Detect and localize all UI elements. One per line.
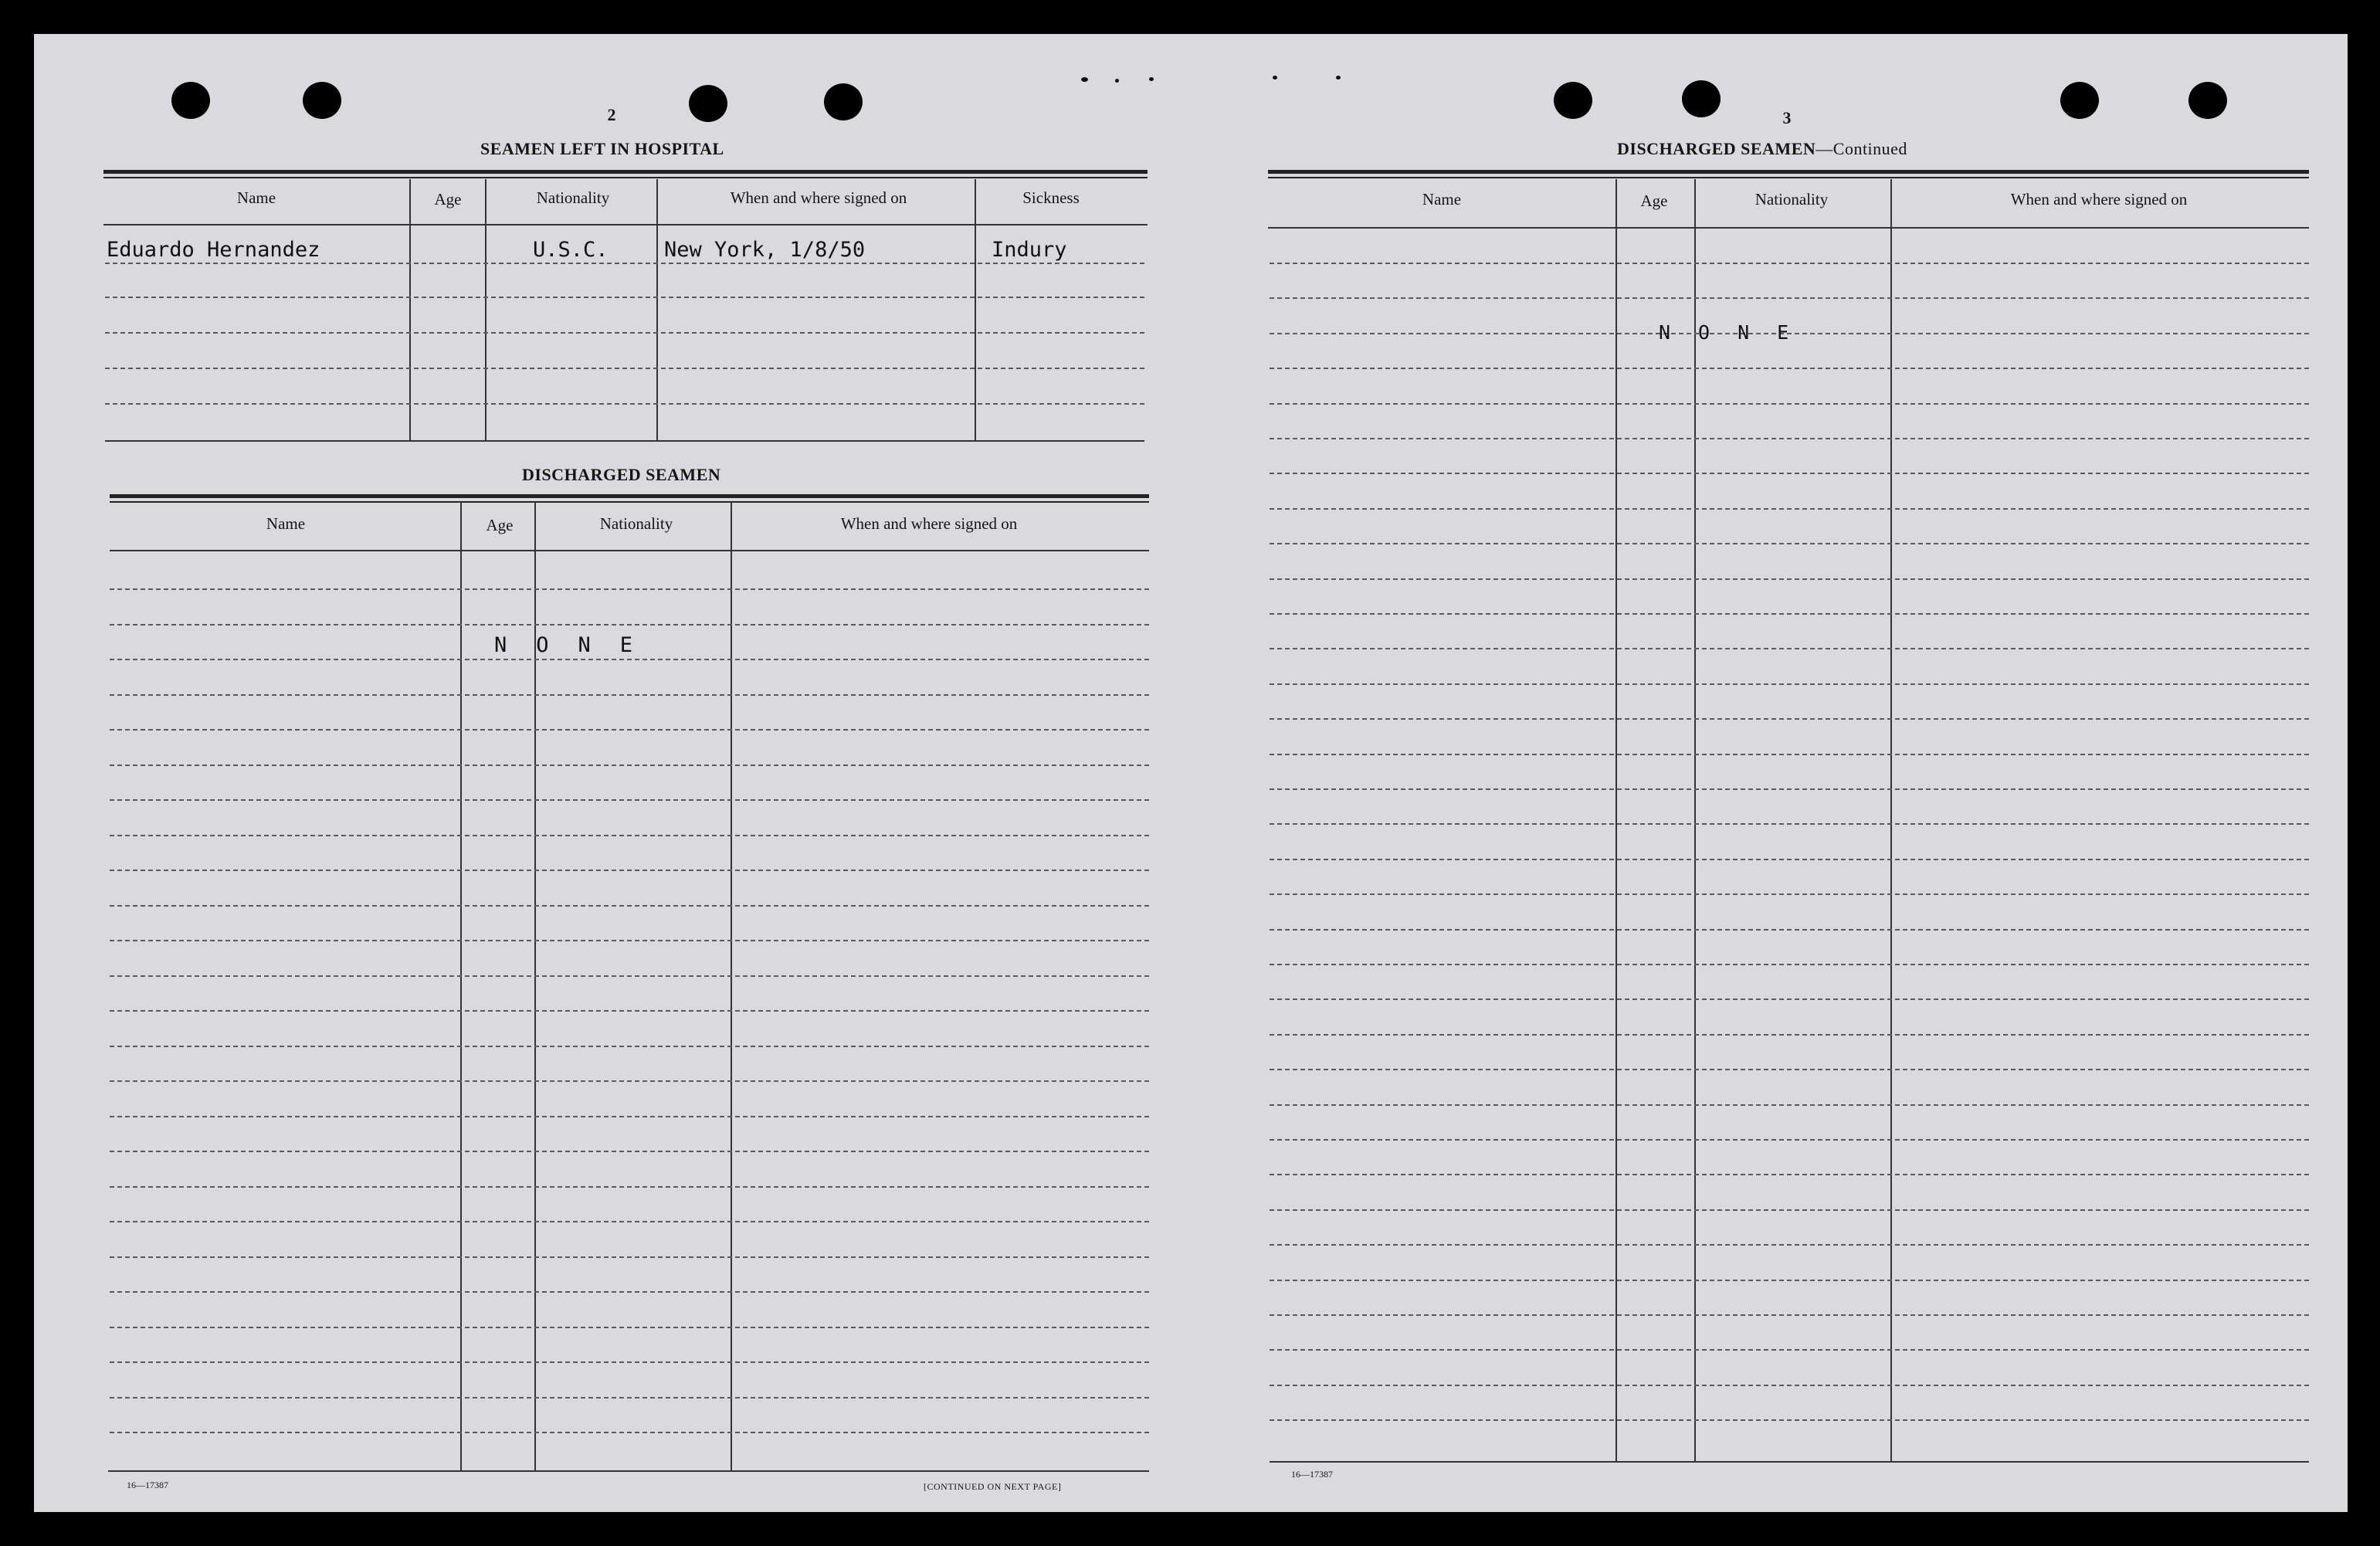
discharged-top-rule — [110, 494, 1149, 503]
ruled-row-line — [1270, 964, 2309, 965]
hospital-col-divider — [485, 179, 487, 440]
ruled-row-line — [1270, 1314, 2309, 1316]
discharged-continued-title — [1617, 139, 1907, 159]
hospital-entry-name: Eduardo Hernandez — [107, 238, 320, 262]
hospital-header-rule — [103, 224, 1148, 225]
col-header-age: Age — [486, 516, 514, 534]
ruled-row-line — [110, 765, 1149, 766]
hospital-col-divider — [409, 179, 411, 440]
discharged-none-entry: NONE — [494, 633, 663, 657]
punch-hole — [689, 85, 727, 122]
right-top-rule — [1268, 170, 2309, 178]
col-header-signed-on: When and where signed on — [840, 514, 1018, 533]
ruled-row-line — [1270, 1280, 2309, 1281]
col-header-nationality: Nationality — [1754, 190, 1829, 209]
ruled-row-line — [1270, 543, 2309, 544]
discharged-col-divider — [460, 502, 462, 1470]
punch-hole — [2060, 82, 2099, 119]
ruled-row-line — [1270, 788, 2309, 790]
punch-hole — [171, 82, 210, 119]
col-header-sickness: Sickness — [1022, 188, 1080, 207]
col-header-signed-on: When and where signed on — [730, 188, 907, 207]
ruled-row-line — [1270, 859, 2309, 860]
ruled-row-line — [110, 624, 1149, 626]
ruled-row-line — [1270, 613, 2309, 615]
page-number-left: 2 — [607, 105, 616, 124]
ruled-row-line — [110, 835, 1149, 836]
hospital-row-line — [105, 403, 1144, 405]
ruled-row-line — [110, 975, 1149, 977]
ruled-row-line — [110, 870, 1149, 871]
ruled-row-line — [1270, 263, 2309, 264]
ruled-row-line — [110, 1080, 1149, 1082]
ruled-row-line — [1270, 929, 2309, 931]
ruled-row-line — [1270, 1385, 2309, 1386]
discharged-header-rule — [110, 550, 1149, 551]
col-header-nationality: Nationality — [536, 188, 610, 207]
ruled-row-line — [110, 659, 1149, 660]
ruled-row-line — [1270, 508, 2309, 510]
ruled-row-line — [1270, 683, 2309, 685]
hospital-section-title: SEAMEN LEFT IN HOSPITAL — [480, 139, 724, 158]
hospital-row-line — [105, 368, 1144, 369]
ruled-row-line — [110, 1116, 1149, 1117]
ruled-row-line — [1270, 1349, 2309, 1351]
right-bottom-rule — [1270, 1461, 2309, 1463]
ruled-row-line — [1270, 648, 2309, 649]
ruled-row-line — [110, 694, 1149, 696]
ruled-row-line — [1270, 823, 2309, 825]
ruled-row-line — [110, 1432, 1149, 1433]
hospital-entry-sickness: Indury — [992, 238, 1067, 262]
ink-speck — [1115, 79, 1119, 83]
ruled-row-line — [110, 588, 1149, 590]
col-header-name: Name — [266, 514, 306, 533]
ruled-row-line — [1270, 1069, 2309, 1070]
ruled-row-line — [110, 1046, 1149, 1047]
ruled-row-line — [1270, 998, 2309, 1000]
ruled-row-line — [1270, 718, 2309, 720]
ruled-row-line — [110, 1221, 1149, 1222]
ruled-row-line — [1270, 438, 2309, 439]
ruled-row-line — [1270, 1244, 2309, 1246]
ruled-row-line — [110, 1327, 1149, 1328]
ink-speck — [1273, 76, 1277, 80]
ruled-row-line — [110, 799, 1149, 801]
ink-speck — [1149, 77, 1154, 81]
form-number-left: 16—17387 — [127, 1480, 168, 1490]
continued-note: [CONTINUED ON NEXT PAGE] — [924, 1481, 1062, 1492]
ruled-row-line — [110, 940, 1149, 941]
ink-speck — [1081, 77, 1088, 82]
discharged-section-title: DISCHARGED SEAMEN — [522, 465, 721, 484]
discharged-continued-title-main: DISCHARGED SEAMEN — [1617, 139, 1816, 158]
discharged-col-divider — [731, 502, 732, 1470]
ruled-row-line — [1270, 1419, 2309, 1421]
ruled-row-line — [1270, 1209, 2309, 1211]
punch-hole — [1554, 82, 1592, 119]
discharged-continued-title-suffix: —Continued — [1816, 139, 1907, 158]
page-number-right: 3 — [1782, 108, 1792, 127]
ruled-row-line — [110, 1361, 1149, 1363]
ruled-row-line — [1270, 368, 2309, 369]
form-number-right: 16—17387 — [1291, 1469, 1333, 1480]
ruled-row-line — [110, 1186, 1149, 1188]
ruled-row-line — [1270, 578, 2309, 580]
col-header-age: Age — [434, 190, 462, 209]
hospital-row-line — [105, 332, 1144, 334]
punch-hole — [824, 83, 863, 120]
right-col-divider — [1694, 179, 1696, 1461]
col-header-name: Name — [1422, 190, 1462, 209]
discharged-bottom-rule — [108, 1470, 1149, 1472]
ruled-row-line — [110, 1291, 1149, 1293]
ruled-row-line — [110, 729, 1149, 731]
right-col-divider — [1890, 179, 1892, 1461]
hospital-entry-signed-on: New York, 1/8/50 — [664, 238, 866, 262]
hospital-row-line — [105, 263, 1144, 264]
ruled-row-line — [1270, 754, 2309, 755]
col-header-age: Age — [1640, 192, 1668, 210]
hospital-row-line — [105, 297, 1144, 298]
hospital-top-rule — [103, 170, 1148, 178]
col-header-signed-on: When and where signed on — [2010, 190, 2188, 209]
col-header-name: Name — [236, 188, 276, 207]
ruled-row-line — [1270, 1104, 2309, 1106]
ruled-row-line — [1270, 1174, 2309, 1175]
ruled-row-line — [1270, 893, 2309, 895]
ruled-row-line — [1270, 297, 2309, 299]
right-col-divider — [1615, 179, 1617, 1461]
ruled-row-line — [1270, 1034, 2309, 1036]
hospital-entry-nationality: U.S.C. — [533, 238, 609, 262]
ruled-row-line — [110, 1256, 1149, 1258]
punch-hole — [2188, 82, 2227, 119]
col-header-nationality: Nationality — [599, 514, 673, 533]
ruled-row-line — [110, 1010, 1149, 1012]
discharged-continued-none-entry: NONE — [1659, 321, 1817, 344]
ruled-row-line — [110, 1151, 1149, 1152]
hospital-col-divider — [975, 179, 976, 440]
punch-hole — [1682, 80, 1721, 117]
hospital-col-divider — [656, 179, 658, 440]
ruled-row-line — [1270, 1139, 2309, 1141]
right-header-rule — [1268, 227, 2309, 229]
hospital-bottom-rule — [105, 440, 1144, 442]
punch-hole — [303, 82, 341, 119]
ruled-row-line — [1270, 403, 2309, 405]
ruled-row-line — [1270, 473, 2309, 474]
ruled-row-line — [110, 905, 1149, 907]
ledger-sheet — [34, 34, 2348, 1512]
ink-speck — [1336, 76, 1341, 80]
ruled-row-line — [110, 1397, 1149, 1399]
